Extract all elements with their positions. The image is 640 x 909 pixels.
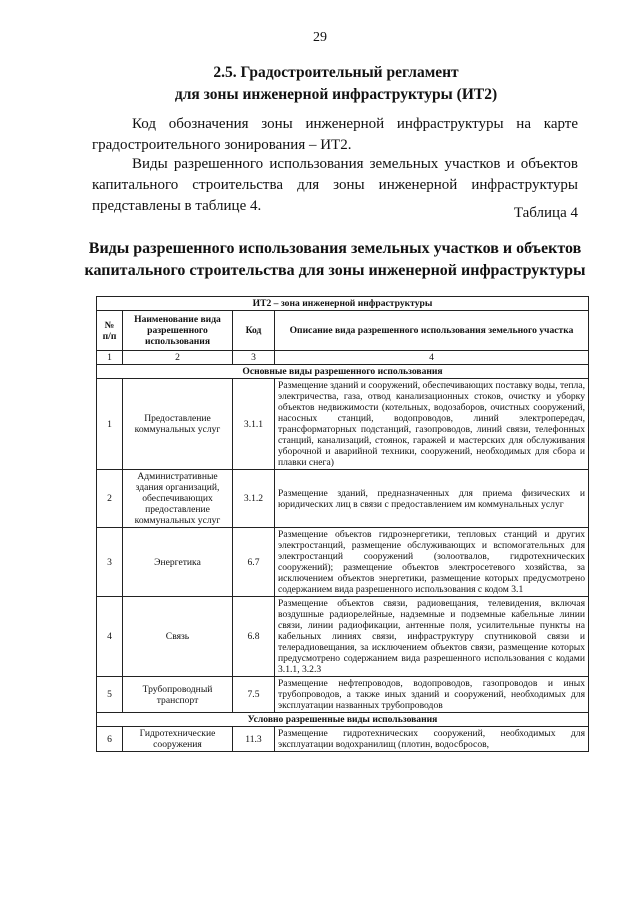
table-row: [97, 528, 589, 597]
table-title: [70, 238, 600, 282]
table-row: [97, 379, 589, 470]
row-name: Энергетика: [123, 528, 233, 597]
table-row: [97, 470, 589, 528]
row-name: Трубопроводный транспорт: [123, 677, 233, 713]
row-num: 6: [97, 727, 123, 752]
section-title-line-2: для зоны инженерной инфраструктуры (ИТ2): [174, 86, 498, 103]
table-row: [97, 677, 589, 713]
col-number-2: 2: [123, 351, 233, 365]
table-row: [97, 727, 589, 752]
row-num: 3: [97, 528, 123, 597]
row-code: 6.7: [233, 528, 275, 597]
row-desc: Размещение нефтепроводов, водопроводов, газопроводов и иных трубопроводов, а также иных зданий и сооружений, необходимых для эксплуатации названных трубопроводов: [275, 677, 589, 713]
col-header-desc: Описание вида разрешенного использования земельного участка: [275, 311, 589, 351]
col-number-1: 1: [97, 351, 123, 365]
table-title-line-2: капитального строительства для зоны инженерной инфраструктуры: [84, 262, 586, 279]
table-row: [97, 597, 589, 677]
row-num: 2: [97, 470, 123, 528]
row-code: 3.1.2: [233, 470, 275, 528]
row-desc: Размещение объектов связи, радиовещания, телевидения, включая воздушные радиорелейные, надземные и подземные кабельные линии связи, линии радиофикации, антенные поля, усилительные пункты на кабельных линиях связи, инфраструктуру спутниковой связи и телерадиовещания, за исключением объектов связи, размещение которых предусмотрено содержанием вида разрешенного использования с кодами 3.1.1, 3.2.3: [275, 597, 589, 677]
row-code: 6.8: [233, 597, 275, 677]
row-num: 1: [97, 379, 123, 470]
row-desc: Размещение зданий, предназначенных для приема физических и юридических лиц в связи с предоставлением им коммунальных услуг: [275, 470, 589, 528]
row-desc: Размещение гидротехнических сооружений, необходимых для эксплуатации водохранилищ (плотин, водосбросов,: [275, 727, 589, 752]
section-title: [100, 62, 572, 106]
row-num: 4: [97, 597, 123, 677]
col-header-num: № п/п: [97, 311, 123, 351]
row-name: Предоставление коммунальных услуг: [123, 379, 233, 470]
zone-header: ИТ2 – зона инженерной инфраструктуры: [97, 297, 589, 311]
table-label: Таблица 4: [513, 205, 578, 221]
paragraph-zone-code: Код обозначения зоны инженерной инфраструктуры на карте градостроительного зонирования – ИТ2.: [92, 116, 578, 153]
col-number-4: 4: [275, 351, 589, 365]
row-code: 11.3: [233, 727, 275, 752]
paragraph-usage-types: Виды разрешенного использования земельных участков и объектов капитального строительства для зоны инженерной инфраструктуры представлены в таблице 4.: [92, 156, 578, 214]
row-name: Административные здания организаций, обеспечивающих предоставление коммунальных услуг: [123, 470, 233, 528]
col-number-3: 3: [233, 351, 275, 365]
row-desc: Размещение объектов гидроэнергетики, тепловых станций и других электростанций, размещение обслуживающих и вспомогательных для электростанций сооружений (золоотвалов, гидротехнических сооружений); размещение объектов электросетевого хозяйства, за исключением объектов энергетики, размещение которых предусмотрено содержанием вида разрешенного использования с кодом 3.1: [275, 528, 589, 597]
section-title-line-1: 2.5. Градостроительный регламент: [213, 64, 459, 81]
col-header-name: Наименование вида разрешенного использования: [123, 311, 233, 351]
table-title-line-1: Виды разрешенного использования земельных участков и объектов: [88, 240, 582, 257]
row-code: 7.5: [233, 677, 275, 713]
row-desc: Размещение зданий и сооружений, обеспечивающих поставку воды, тепла, электричества, газа, отвод канализационных стоков, очистку и уборку объектов недвижимости (котельных, водозаборов, очистных сооружений, насосных станций, водопроводов, линий электропередач, трансформаторных подстанций, газопроводов, линий связи, телефонных станций, канализаций, стоянок, гаражей и мастерских для обслуживания уборочной и аварийной техники, сооружений, необходимых для сбора и плавки снега): [275, 379, 589, 470]
col-header-code: Код: [233, 311, 275, 351]
page-number: 29: [313, 30, 327, 45]
conditional-uses-band: Условно разрешенные виды использования: [97, 713, 589, 727]
row-num: 5: [97, 677, 123, 713]
usage-types-table: [96, 296, 589, 752]
row-name: Гидротехнические сооружения: [123, 727, 233, 752]
row-code: 3.1.1: [233, 379, 275, 470]
row-name: Связь: [123, 597, 233, 677]
main-uses-band: Основные виды разрешенного использования: [97, 365, 589, 379]
